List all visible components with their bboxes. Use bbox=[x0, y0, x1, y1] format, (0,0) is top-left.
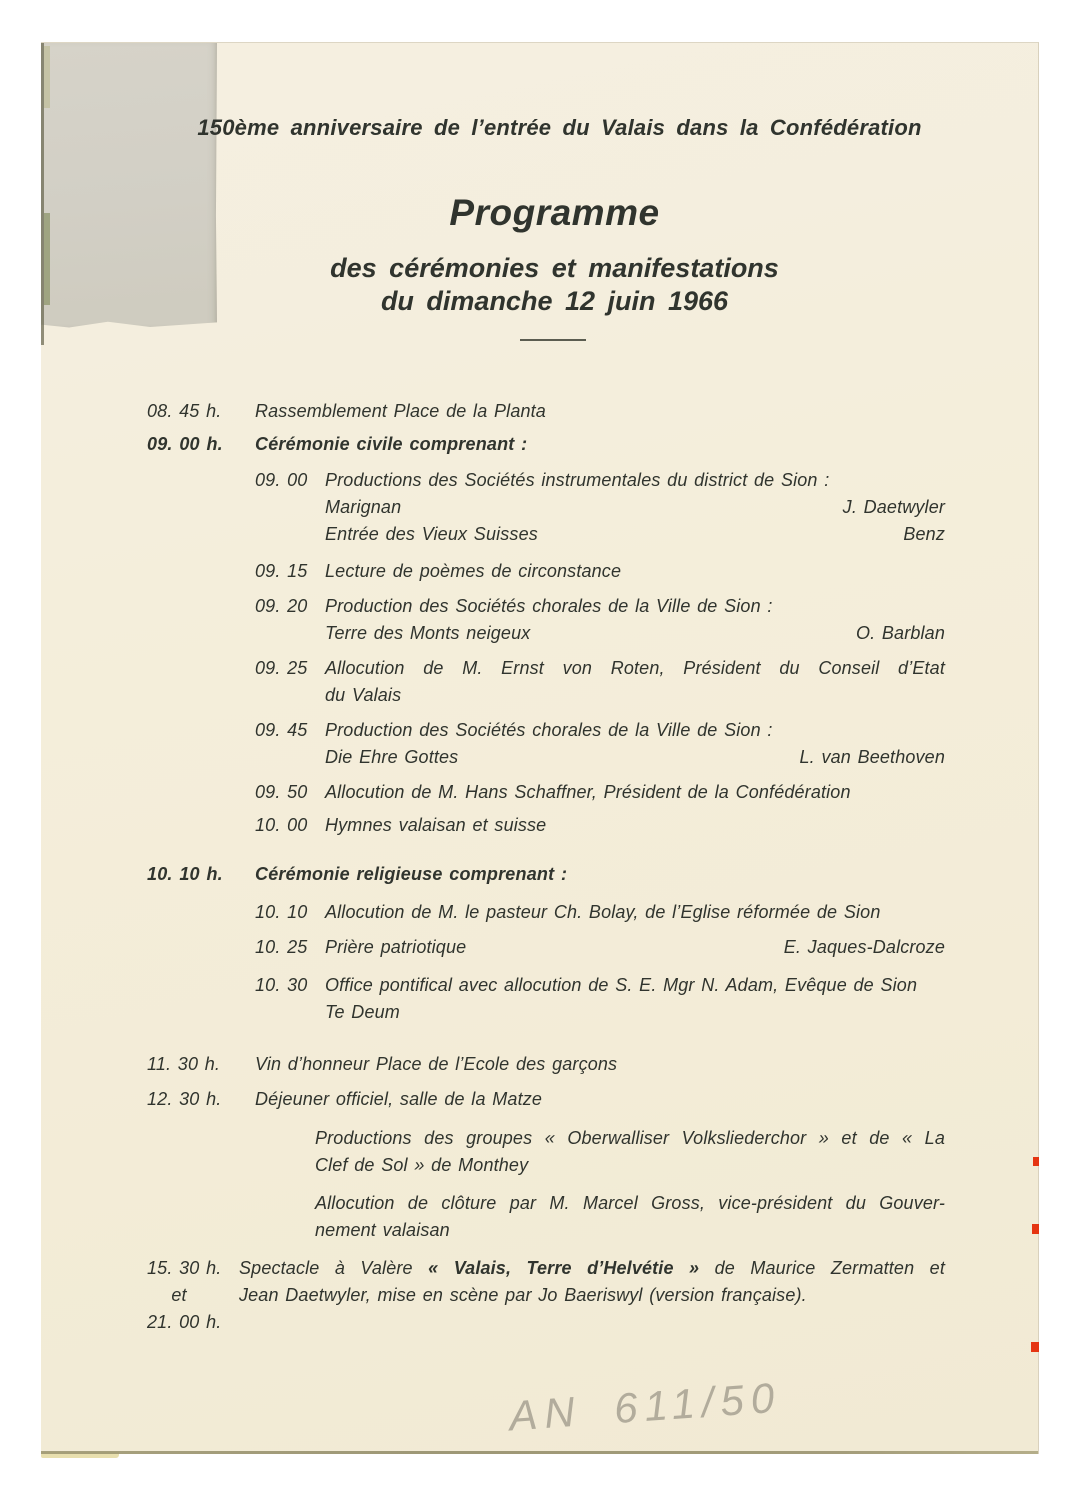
line-text: Production des Sociétés chorales de la Ville de Sion : bbox=[325, 720, 773, 740]
scanned-page bbox=[41, 42, 1039, 1454]
time-cell bbox=[255, 779, 325, 806]
time-cell bbox=[255, 972, 325, 999]
time-cell bbox=[255, 934, 325, 961]
content-cell bbox=[325, 467, 1038, 548]
line-text: Allocution de M. Hans Schaffner, Président de la Confédération bbox=[325, 782, 851, 802]
line-text: Lecture de poèmes de circonstance bbox=[325, 561, 622, 581]
line-text: Allocution de M. Ernst von Roten, Président du Conseil d’Etat bbox=[325, 658, 945, 678]
content-cell bbox=[325, 934, 1038, 961]
time-cell bbox=[255, 812, 325, 839]
time-label: 09. 15 bbox=[255, 561, 308, 581]
line-text: Office pontifical avec allocution de S. E. Mgr N. Adam, Evêque de Sion bbox=[325, 975, 918, 995]
text-line bbox=[255, 861, 945, 888]
text-line bbox=[325, 779, 945, 806]
content-cell bbox=[255, 1051, 1038, 1078]
time-label: 10. 10 bbox=[255, 902, 308, 922]
time-cell bbox=[147, 1255, 239, 1336]
composer-name: L. van Beethoven bbox=[799, 747, 945, 767]
red-edge-mark bbox=[1032, 1224, 1039, 1234]
time-label: 11. 30 h. bbox=[147, 1054, 221, 1074]
composer-name: O. Barblan bbox=[855, 623, 945, 643]
line-text: Déjeuner officiel, salle de la Matze bbox=[255, 1089, 543, 1109]
schedule-row bbox=[41, 1255, 1038, 1336]
text-line bbox=[325, 972, 945, 999]
line-text: Te Deum bbox=[325, 1002, 400, 1022]
line-text: du Valais bbox=[325, 685, 402, 705]
text-line bbox=[325, 593, 945, 620]
composer-name: E. Jaques-Dalcroze bbox=[783, 937, 945, 957]
page-subtitle: des cérémonies et manifestations bbox=[330, 253, 779, 283]
divider-rule bbox=[520, 339, 586, 341]
time-cell bbox=[255, 593, 325, 620]
page-subtitle-date: du dimanche 12 juin 1966 bbox=[380, 286, 729, 316]
time-label: 21. 00 h. bbox=[147, 1312, 222, 1332]
content-cell bbox=[315, 1190, 1038, 1244]
anniversary-heading: 150ème anniversaire de l’entrée du Valais dans la Confédération bbox=[197, 115, 922, 140]
schedule-row bbox=[41, 398, 1038, 425]
line-text: Allocution de M. le pasteur Ch. Bolay, de l’Eglise réformée de Sion bbox=[325, 902, 881, 922]
schedule-row bbox=[41, 1190, 1038, 1244]
composer-name: J. Daetwyler bbox=[842, 497, 945, 517]
line-text: Productions des groupes « Oberwalliser Volksliederchor » et de « La bbox=[315, 1128, 945, 1148]
line-text: Productions des Sociétés instrumentales du district de Sion : bbox=[325, 470, 830, 490]
text-line bbox=[325, 682, 945, 709]
content-cell bbox=[325, 899, 1038, 926]
schedule-row bbox=[41, 1086, 1038, 1113]
text-line bbox=[325, 717, 945, 744]
content-cell bbox=[255, 431, 1038, 458]
schedule-row bbox=[41, 593, 1038, 647]
content-cell bbox=[325, 717, 1038, 771]
schedule-row bbox=[41, 934, 1038, 961]
line-text: Allocution de clôture par M. Marcel Gross, vice-président du Gouver- bbox=[315, 1193, 945, 1213]
composer-name: Benz bbox=[903, 524, 945, 544]
schedule-row bbox=[41, 1125, 1038, 1179]
text-line bbox=[315, 1152, 945, 1179]
line-text: Jean Daetwyler, mise en scène par Jo Baeriswyl (version française). bbox=[239, 1285, 807, 1305]
time-cell bbox=[255, 467, 325, 494]
text-line bbox=[325, 494, 945, 521]
content-cell bbox=[325, 812, 1038, 839]
line-text: Cérémonie religieuse comprenant : bbox=[255, 864, 568, 884]
line-text: Marignan bbox=[325, 497, 402, 517]
text-line bbox=[325, 899, 945, 926]
schedule-row bbox=[41, 431, 1038, 458]
text-line bbox=[325, 934, 945, 961]
text-line bbox=[325, 521, 945, 548]
time-label: 09. 20 bbox=[255, 596, 308, 616]
page-bottom-edge bbox=[41, 1452, 119, 1458]
time-cell bbox=[147, 1086, 255, 1113]
time-label: 09. 50 bbox=[255, 782, 308, 802]
text-line bbox=[325, 999, 945, 1026]
line-text: Spectacle à Valère « Valais, Terre d’Helvétie » de Maurice Zermatten et bbox=[239, 1258, 945, 1278]
schedule-row bbox=[41, 467, 1038, 548]
line-text: Prière patriotique bbox=[325, 937, 467, 957]
text-line bbox=[315, 1190, 945, 1217]
line-text: nement valaisan bbox=[315, 1220, 450, 1240]
line-text: Hymnes valaisan et suisse bbox=[325, 815, 547, 835]
text-line bbox=[239, 1282, 945, 1309]
time-label: 10. 30 bbox=[255, 975, 308, 995]
content-cell bbox=[239, 1255, 1038, 1309]
text-line bbox=[315, 1125, 945, 1152]
schedule-row bbox=[41, 558, 1038, 585]
schedule-row bbox=[41, 717, 1038, 771]
line-text: Vin d’honneur Place de l’Ecole des garçons bbox=[255, 1054, 618, 1074]
time-label: 10. 10 h. bbox=[147, 864, 223, 884]
text-line bbox=[255, 1051, 945, 1078]
text-line bbox=[325, 655, 945, 682]
time-cell bbox=[255, 899, 325, 926]
time-cell bbox=[255, 717, 325, 744]
text-line bbox=[255, 398, 945, 425]
content-cell bbox=[255, 398, 1038, 425]
content-cell bbox=[255, 1086, 1038, 1113]
time-label: et bbox=[171, 1285, 187, 1305]
time-cell bbox=[255, 558, 325, 585]
time-label: 10. 25 bbox=[255, 937, 308, 957]
content-cell bbox=[315, 1125, 1038, 1179]
content-cell bbox=[325, 655, 1038, 709]
schedule-row bbox=[41, 972, 1038, 1026]
text-line bbox=[325, 467, 945, 494]
schedule-row bbox=[41, 861, 1038, 888]
time-label: 10. 00 bbox=[255, 815, 308, 835]
schedule-row bbox=[41, 655, 1038, 709]
schedule-row bbox=[41, 812, 1038, 839]
time-label: 09. 45 bbox=[255, 720, 308, 740]
schedule-row bbox=[41, 1051, 1038, 1078]
time-label: 09. 25 bbox=[255, 658, 308, 678]
schedule-row bbox=[41, 779, 1038, 806]
time-cell bbox=[147, 398, 255, 425]
text-line bbox=[325, 744, 945, 771]
time-label: 09. 00 bbox=[255, 470, 308, 490]
schedule-row bbox=[41, 899, 1038, 926]
text-line bbox=[325, 812, 945, 839]
line-text: Production des Sociétés chorales de la Ville de Sion : bbox=[325, 596, 773, 616]
content-cell bbox=[325, 558, 1038, 585]
time-label: 15. 30 h. bbox=[147, 1258, 222, 1278]
time-cell bbox=[147, 861, 255, 888]
binding-strip-top bbox=[44, 46, 50, 108]
text-line bbox=[255, 431, 945, 458]
line-text: Terre des Monts neigeux bbox=[325, 623, 531, 643]
content-cell bbox=[325, 779, 1038, 806]
text-line bbox=[255, 1086, 945, 1113]
red-edge-mark bbox=[1033, 1157, 1039, 1166]
text-line bbox=[315, 1217, 945, 1244]
time-label: 08. 45 h. bbox=[147, 401, 222, 421]
line-text: Clef de Sol » de Monthey bbox=[315, 1155, 529, 1175]
line-text: Cérémonie civile comprenant : bbox=[255, 434, 528, 454]
content-cell bbox=[325, 972, 1038, 1026]
content-cell bbox=[325, 593, 1038, 647]
handwritten-annotation: AN 611/50 bbox=[507, 1373, 783, 1440]
line-text: Rassemblement Place de la Planta bbox=[255, 401, 546, 421]
content-cell bbox=[255, 861, 1038, 888]
time-cell bbox=[147, 1051, 255, 1078]
time-label: 12. 30 h. bbox=[147, 1089, 222, 1109]
line-text: Entrée des Vieux Suisses bbox=[325, 524, 538, 544]
time-label: 09. 00 h. bbox=[147, 434, 223, 454]
line-text: Die Ehre Gottes bbox=[325, 747, 459, 767]
schedule-list bbox=[41, 398, 1038, 1336]
text-line bbox=[325, 620, 945, 647]
time-cell bbox=[255, 655, 325, 682]
page-title: Programme bbox=[449, 192, 660, 233]
text-line bbox=[325, 558, 945, 585]
text-line bbox=[239, 1255, 945, 1282]
time-cell bbox=[147, 431, 255, 458]
red-edge-mark bbox=[1031, 1342, 1039, 1352]
